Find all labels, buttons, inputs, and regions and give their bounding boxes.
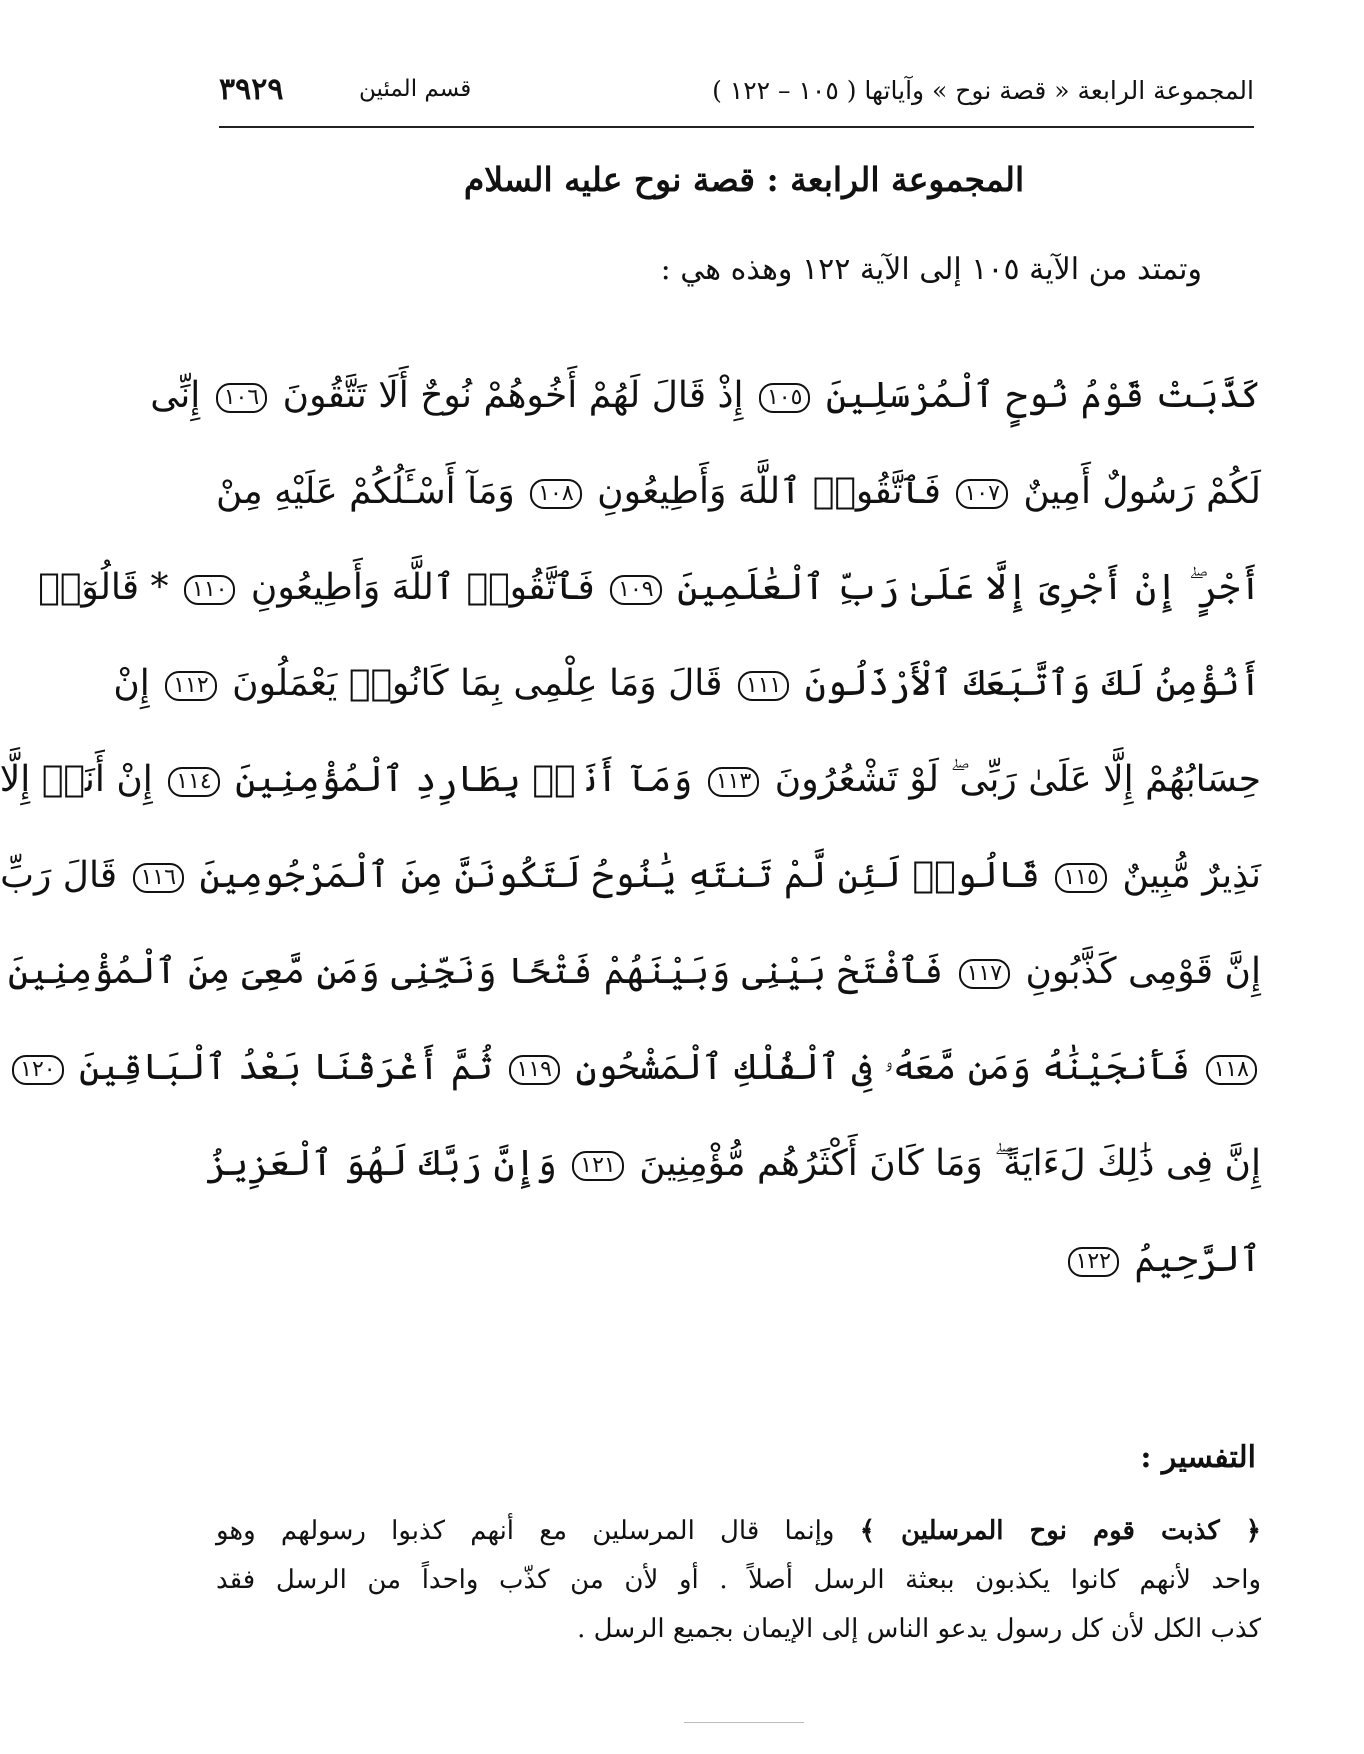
ayah-number-marker: ١٢٠ <box>12 1055 63 1085</box>
verse-text: ٱلرَّحِيمُ <box>1134 1239 1261 1280</box>
tafsir-text: واحد لأنهم كانوا يكذبون ببعثة الرسل أصلاً . أو لأن من كذّب واحداً من الرسل فقد <box>216 1565 1261 1595</box>
tafsir-line <box>216 1605 1261 1654</box>
ayah-number-marker: ١١٤ <box>168 767 219 797</box>
tafsir-text: كذب الكل لأن كل رسول يدعو الناس إلى الإيمان بجميع الرسل . <box>577 1614 1261 1644</box>
verse-text: إِنْ أَنَا۠ إِلَّا <box>0 759 153 800</box>
verse-text: ثُمَّ أَغْرَقْنَا بَعْدُ ٱلْبَاقِينَ <box>79 1047 494 1088</box>
verse-text: قَالُوا۟ لَئِن لَّمْ تَنتَهِ يَٰنُوحُ لَتَكُونَنَّ مِنَ ٱلْمَرْجُومِينَ <box>199 855 1040 896</box>
ayah-number-marker: ١٢١ <box>572 1151 623 1181</box>
ayah-number-marker: ١١٢ <box>165 671 216 701</box>
ayah-number-marker: ١١٦ <box>133 863 184 893</box>
section-name: قسم المئين <box>359 76 472 102</box>
verse-line <box>0 828 1261 924</box>
page-number: ٣٩٢٩ <box>219 72 284 107</box>
verse-line <box>216 444 1261 540</box>
verse-text: وَمَآ أَنَا۠ بِطَارِدِ ٱلْمُؤْمِنِينَ <box>235 759 693 800</box>
verse-text: إِذْ قَالَ لَهُمْ أَخُوهُمْ نُوحٌ أَلَا تَتَّقُونَ <box>282 375 744 416</box>
verse-line <box>38 540 1261 636</box>
quran-verses-block <box>0 348 1261 1308</box>
verse-text: قَالَ وَمَا عِلْمِى بِمَا كَانُوا۟ يَعْمَلُونَ <box>232 663 723 704</box>
page-header <box>219 72 1254 122</box>
verse-text: حِسَابُهُمْ إِلَّا عَلَىٰ رَبِّى ۖ لَوْ تَشْعُرُونَ <box>774 759 1261 800</box>
verse-text: أَنُؤْمِنُ لَكَ وَٱتَّبَعَكَ ٱلْأَرْذَلُونَ <box>804 663 1261 704</box>
ayah-number-marker: ١١٣ <box>708 767 759 797</box>
ayah-number-marker: ١٠٦ <box>216 383 267 413</box>
verse-text: كَذَّبَتْ قَوْمُ نُوحٍ ٱلْمُرْسَلِينَ <box>825 375 1261 416</box>
verse-text: فَٱتَّقُوا۟ ٱللَّهَ وَأَطِيعُونِ <box>250 567 595 608</box>
verse-line <box>113 636 1261 732</box>
ayah-number-marker: ١١٨ <box>1206 1055 1257 1085</box>
running-title: المجموعة الرابعة « قصة نوح » وآياتها ( ١٠٥ – ١٢٢ ) <box>712 76 1254 105</box>
tafsir-line <box>216 1507 1261 1556</box>
verse-text: فَأَنجَيْنَٰهُ وَمَن مَّعَهُۥ فِى ٱلْفُلْكِ ٱلْمَشْحُونِ <box>575 1047 1191 1088</box>
verse-line <box>20 1020 1261 1116</box>
ayah-number-marker: ١١٥ <box>1055 863 1106 893</box>
verse-line <box>0 732 1261 828</box>
ayah-number-marker: ١١٧ <box>959 959 1010 989</box>
ayah-number-marker: ١١٩ <box>509 1055 560 1085</box>
verse-text: إِنِّى <box>150 375 201 416</box>
verse-line <box>150 348 1261 444</box>
footer-mark <box>684 1722 804 1723</box>
quoted-verse: ﴿ كذبت قوم نوح المرسلين ﴾ <box>859 1516 1261 1546</box>
section-title: المجموعة الرابعة : قصة نوح عليه السلام <box>463 160 1025 199</box>
ayah-number-marker: ١٠٨ <box>530 479 581 509</box>
verse-text: * قَالُوٓا۟ <box>38 567 169 608</box>
verse-text: إِنَّ قَوْمِى كَذَّبُونِ <box>1025 951 1261 992</box>
verse-text: وَمَآ أَسْـَٔلُكُمْ عَلَيْهِ مِنْ <box>216 471 515 512</box>
verse-line <box>7 924 1261 1020</box>
ayah-number-marker: ١٢٢ <box>1068 1247 1119 1277</box>
verse-text: إِنْ <box>113 663 150 704</box>
tafsir-body <box>216 1507 1261 1654</box>
verse-text: فَٱتَّقُوا۟ ٱللَّهَ وَأَطِيعُونِ <box>597 471 941 512</box>
header-divider <box>219 126 1254 128</box>
ayah-number-marker: ١١٠ <box>184 575 235 605</box>
ayah-number-marker: ١٠٥ <box>759 383 810 413</box>
section-intro: وتمتد من الآية ١٠٥ إلى الآية ١٢٢ وهذه هي : <box>660 252 1202 287</box>
verse-text: لَكُمْ رَسُولٌ أَمِينٌ <box>1023 471 1261 512</box>
ayah-number-marker: ١٠٧ <box>956 479 1007 509</box>
ayah-number-marker: ١١١ <box>738 671 789 701</box>
tafsir-text: وإنما قال المرسلين مع أنهم كذبوا رسولهم وهو <box>216 1516 860 1546</box>
tafsir-heading: التفسير : <box>1140 1440 1256 1475</box>
verse-text: إِنَّ فِى ذَٰلِكَ لَءَايَةً ۖ وَمَا كَانَ أَكْثَرُهُم مُّؤْمِنِينَ <box>639 1143 1261 1184</box>
verse-text: وَإِنَّ رَبَّكَ لَهُوَ ٱلْعَزِيزُ <box>206 1143 557 1184</box>
ayah-number-marker: ١٠٩ <box>610 575 661 605</box>
verse-text: فَٱفْتَحْ بَيْنِى وَبَيْنَهُمْ فَتْحًا وَنَجِّنِى وَمَن مَّعِىَ مِنَ ٱلْمُؤْمِنِينَ <box>7 951 944 992</box>
verse-text: قَالَ رَبِّ <box>0 855 118 896</box>
verse-line <box>206 1116 1261 1212</box>
verse-line <box>216 1212 1261 1308</box>
verse-text: نَذِيرٌ مُّبِينٌ <box>1122 855 1261 896</box>
verse-text: أَجْرٍ ۖ إِنْ أَجْرِىَ إِلَّا عَلَىٰ رَبِّ ٱلْعَٰلَمِينَ <box>677 567 1261 608</box>
tafsir-line <box>216 1556 1261 1605</box>
